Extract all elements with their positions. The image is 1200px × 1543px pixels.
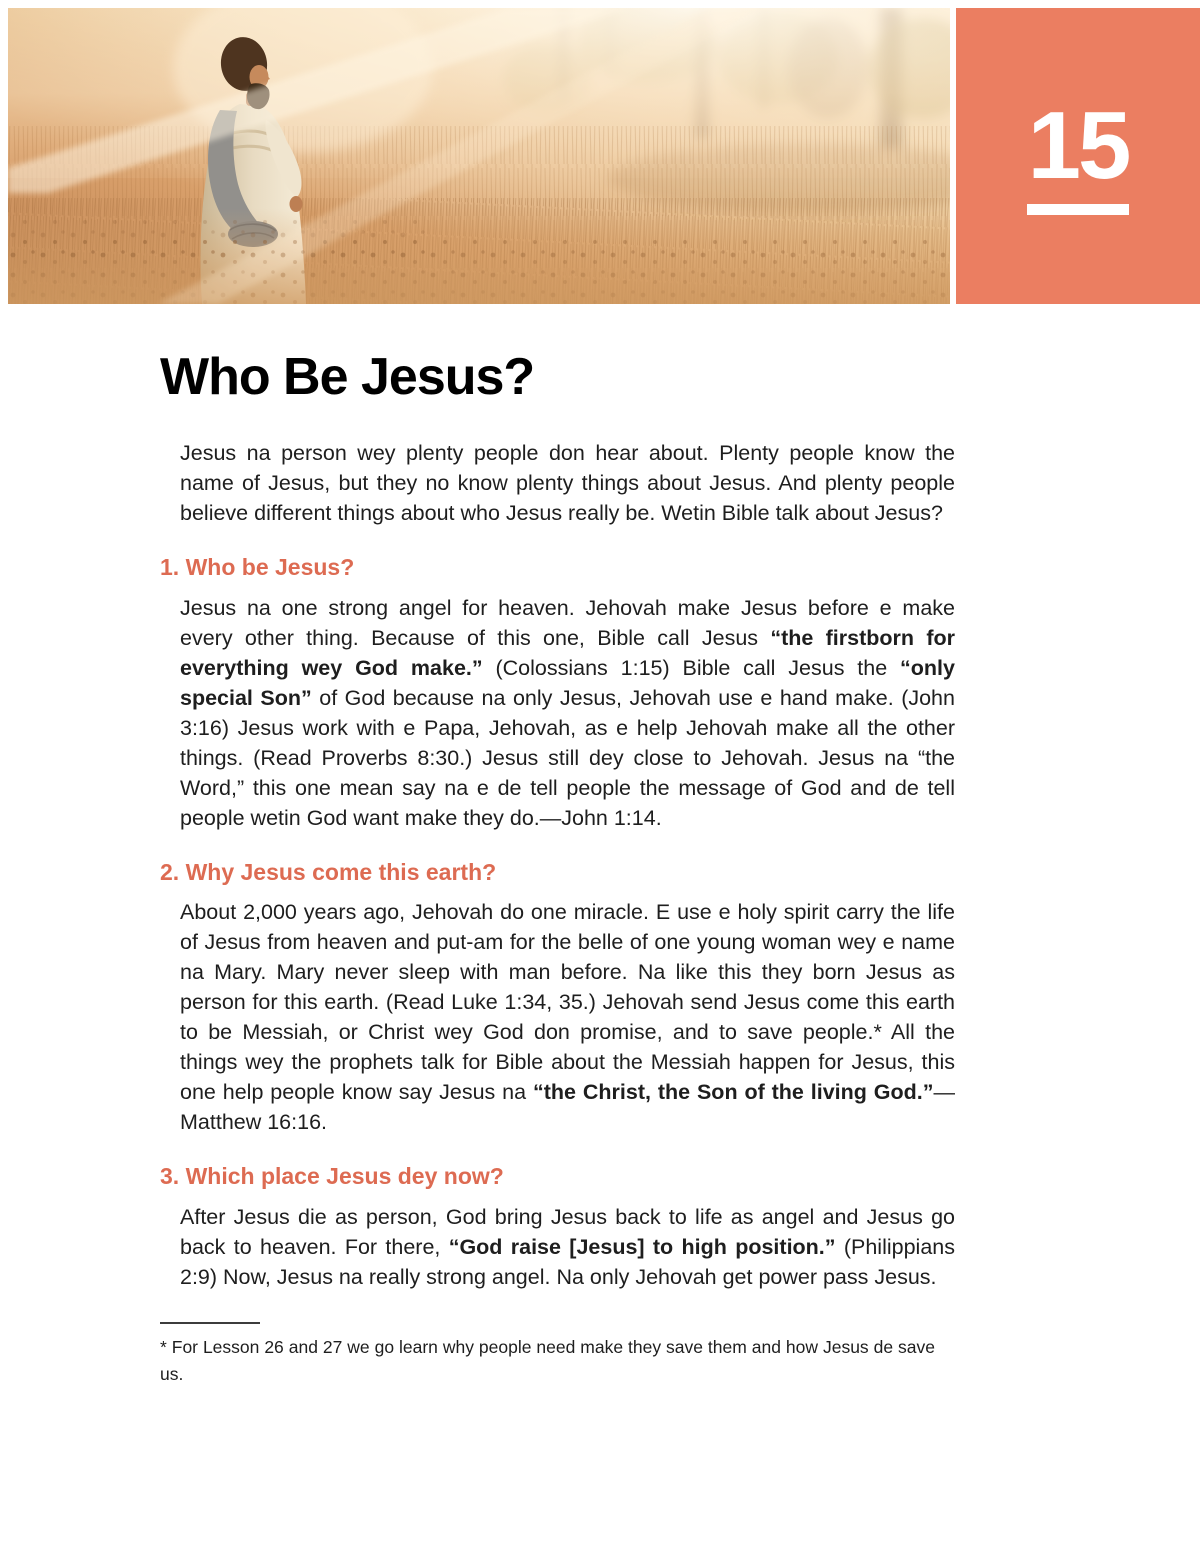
footnote-divider xyxy=(160,1322,260,1324)
lesson-number: 15 xyxy=(1027,91,1129,199)
lesson-number-underline xyxy=(1027,204,1129,215)
section-3-paragraph: After Jesus die as person, God bring Jesus back to life as angel and Jesus go back to heaven. For there, “God raise [Jesus] to high position.” (Philippians 2:9) Now, Jesus na really strong angel. Na only Jehovah get power pass Jesus. xyxy=(180,1204,955,1289)
section-2-heading: 2. Why Jesus come this earth? xyxy=(160,858,497,885)
section-1 xyxy=(160,554,955,832)
hero-illustration-field-figure xyxy=(8,8,950,304)
section-3 xyxy=(160,1163,955,1291)
section-2-paragraph: About 2,000 years ago, Jehovah do one miracle. E use e holy spirit carry the life of Jesus from heaven and put-am for the belle of one young woman wey e name na Mary. Mary never sleep with man before. Na like this they born Jesus as person for this earth. (Read Luke 1:34, 35.) Jehovah send Jesus come this earth to be Messiah, or Christ wey God don promise, and to save people.* All the things wey the prophets talk for Bible about the Messiah happen for Jesus, this one help people know say Jesus na “the Christ, the Son of the living God.”—Matthew 16:16. xyxy=(180,900,955,1135)
section-3-heading: 3. Which place Jesus dey now? xyxy=(160,1163,504,1190)
intro-paragraph: Jesus na person wey plenty people don hear about. Plenty people know the name of Jesus, but they no know plenty things about Jesus. And plenty people believe different things about who Jesus really be. Wetin Bible talk about Jesus? xyxy=(180,441,955,526)
section-1-paragraph: Jesus na one strong angel for heaven. Jehovah make Jesus before e make every other thing. Because of this one, Bible call Jesus “the firstborn for everything wey God make.” (Colossians 1:15) Bible call Jesus the “only special Son” of God because na only Jesus, Jehovah use e hand make. (John 3:16) Jesus work with e Papa, Jehovah, as e help Jehovah make all the other things. (Read Proverbs 8:30.) Jesus still dey close to Jehovah. Jesus na “the Word,” this one mean say na e de tell people the message of God and de tell people wetin God want make they do.—John 1:14. xyxy=(180,595,955,830)
lesson-number-box xyxy=(956,8,1200,304)
footnote-text: * For Lesson 26 and 27 we go learn why people need make they save them and how Jesus de save us. xyxy=(160,1336,935,1384)
section-1-heading: 1. Who be Jesus? xyxy=(160,554,355,581)
lesson-content xyxy=(160,348,955,1388)
footnote xyxy=(160,1322,955,1388)
section-2 xyxy=(160,859,955,1137)
hero-image xyxy=(8,8,950,304)
page-title: Who Be Jesus? xyxy=(160,348,535,406)
